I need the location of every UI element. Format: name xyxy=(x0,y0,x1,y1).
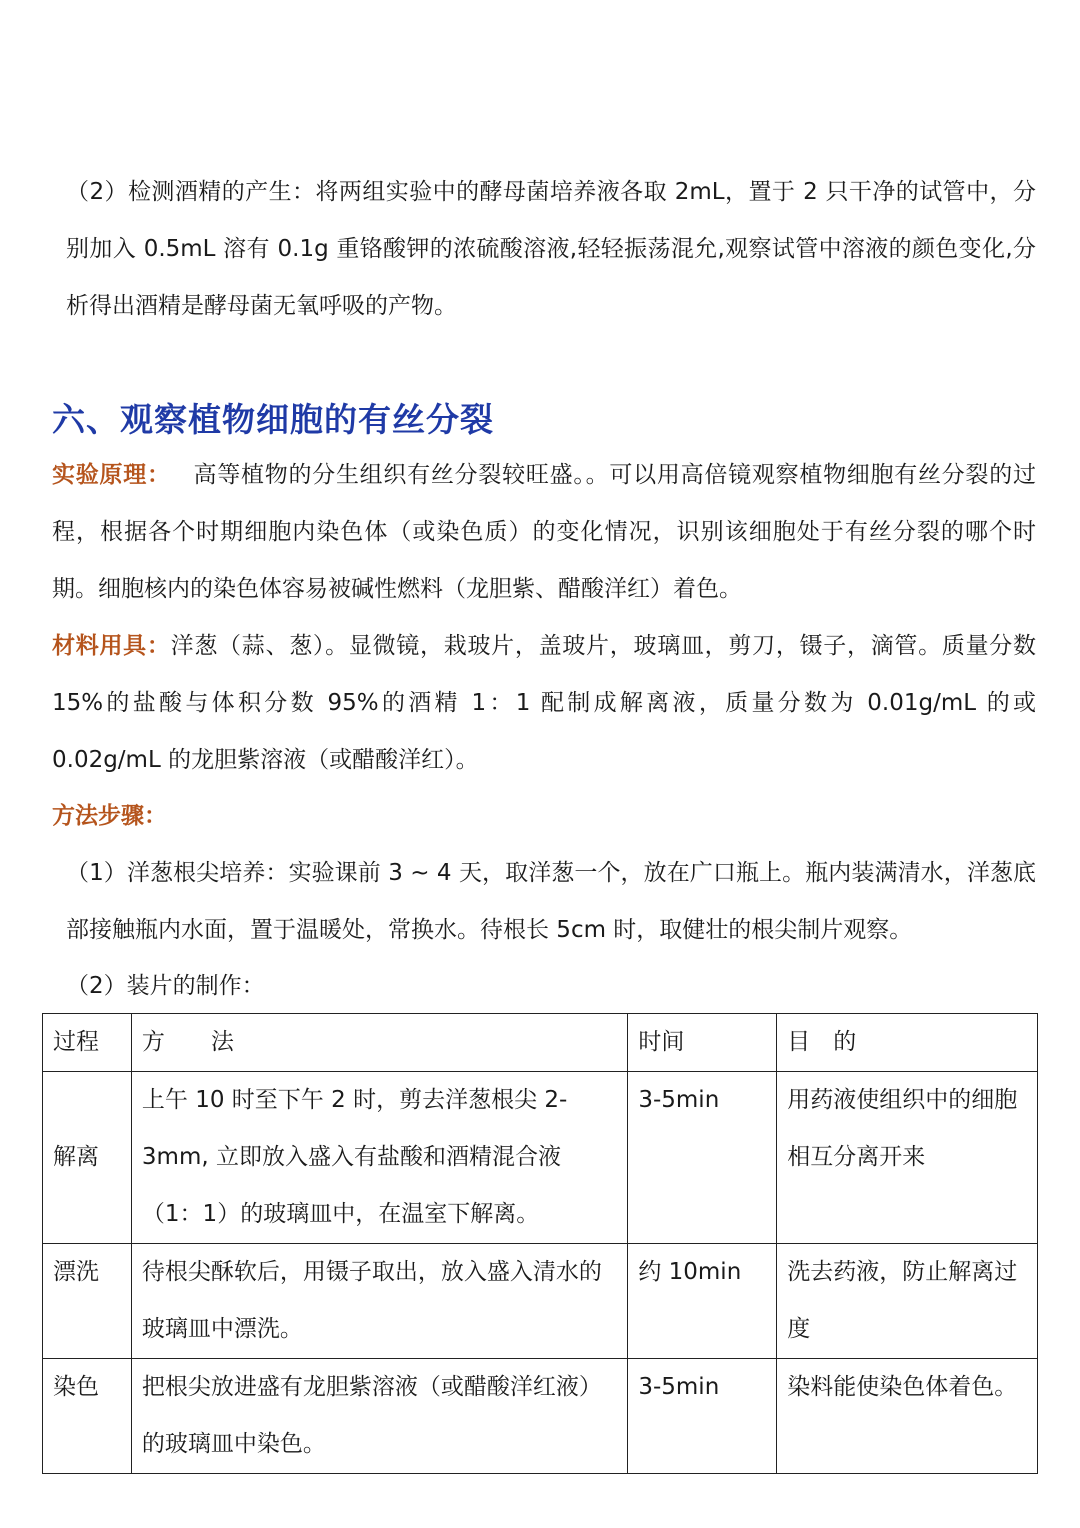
header-time: 时间 xyxy=(628,1014,777,1072)
cell-process: 染色 xyxy=(43,1359,132,1474)
principle-text: 高等植物的分生组织有丝分裂较旺盛。。可以用高倍镜观察植物细胞有丝分裂的过程，根据各个时期细胞内染色体（或染色质）的变化情况，识别该细胞处于有丝分裂的哪个时期。细胞核内的染色体容易被碱性燃料（龙胆紫、醋酸洋红）着色。 xyxy=(52,462,1037,602)
table-row xyxy=(43,1072,1038,1244)
cell-process: 漂洗 xyxy=(43,1244,132,1359)
slide-preparation-table xyxy=(42,1013,1038,1474)
cell-method: 待根尖酥软后，用镊子取出，放入盛入清水的玻璃皿中漂洗。 xyxy=(131,1244,627,1359)
table-row xyxy=(43,1244,1038,1359)
cell-purpose: 洗去药液，防止解离过度 xyxy=(777,1244,1038,1359)
principle-label: 实验原理： xyxy=(52,462,171,488)
step-1-paragraph: （1）洋葱根尖培养：实验课前 3 ~ 4 天，取洋葱一个，放在广口瓶上。瓶内装满清水，洋葱底部接触瓶内水面，置于温暖处，常换水。待根长 5cm 时，取健壮的根尖制片观察。 xyxy=(66,860,1036,943)
cell-method: 把根尖放进盛有龙胆紫溶液（或醋酸洋红液）的玻璃皿中染色。 xyxy=(131,1359,627,1474)
cell-purpose: 染料能使染色体着色。 xyxy=(777,1359,1038,1474)
materials-label: 材料用具： xyxy=(52,633,171,659)
method-label: 方法步骤： xyxy=(52,803,167,829)
header-purpose: 目 的 xyxy=(777,1014,1038,1072)
cell-process: 解离 xyxy=(43,1072,132,1244)
cell-method: 上午 10 时至下午 2 时，剪去洋葱根尖 2-3mm, 立即放入盛入有盐酸和酒精混合液（1：1）的玻璃皿中，在温室下解离。 xyxy=(131,1072,627,1244)
cell-time: 3-5min xyxy=(628,1359,777,1474)
section-title: 六、观察植物细胞的有丝分裂 xyxy=(52,400,494,439)
method-heading xyxy=(52,788,1036,845)
table-row xyxy=(43,1359,1038,1474)
materials-paragraph xyxy=(52,618,1036,789)
cell-purpose: 用药液使组织中的细胞相互分离开来 xyxy=(777,1072,1038,1244)
header-process: 过程 xyxy=(43,1014,132,1072)
materials-text: 洋葱（蒜、葱）。显微镜，栽玻片，盖玻片，玻璃皿，剪刀，镊子，滴管。质量分数 15%的盐酸与体积分数 95%的酒精 1：1 配制成解离液，质量分数为 0.01g/mL 的或 0.02g/mL 的龙胆紫溶液（或醋酸洋红）。 xyxy=(52,633,1037,773)
detect-alcohol-paragraph: （2）检测酒精的产生：将两组实验中的酵母菌培养液各取 2mL，置于 2 只干净的试管中，分别加入 0.5mL 溶有 0.1g 重铬酸钾的浓硫酸溶液,轻轻振荡混允,观察试管中溶液的颜色变化,分析得出酒精是酵母菌无氧呼吸的产物。 xyxy=(66,179,1036,319)
cell-time: 约 10min xyxy=(628,1244,777,1359)
header-method: 方 法 xyxy=(131,1014,627,1072)
table-header-row xyxy=(43,1014,1038,1072)
cell-time: 3-5min xyxy=(628,1072,777,1244)
step-2-paragraph: （2）装片的制作： xyxy=(66,973,265,999)
principle-paragraph xyxy=(52,447,1036,618)
